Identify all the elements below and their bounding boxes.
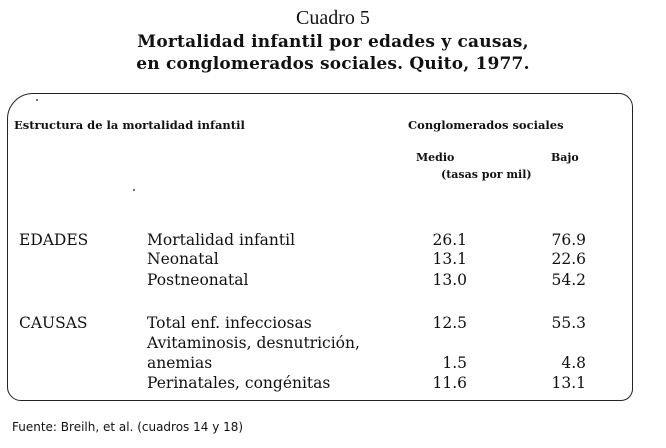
- cell-bajo: 4.8: [561, 354, 586, 372]
- cell-medio: 1.5: [442, 354, 467, 372]
- source-note: Fuente: Breilh, et al. (cuadros 14 y 18): [12, 420, 244, 434]
- table-title-line-2: en conglomerados sociales. Quito, 1977.: [136, 54, 530, 74]
- cell-bajo: 13.1: [551, 374, 586, 392]
- column-bajo: Bajo: [551, 151, 579, 164]
- print-speck: [36, 99, 38, 101]
- cell-bajo: 22.6: [551, 250, 586, 268]
- cell-medio: 13.0: [432, 271, 467, 289]
- print-speck: [133, 189, 135, 191]
- cell-medio: 11.6: [432, 374, 467, 392]
- cell-bajo: 76.9: [551, 231, 586, 249]
- group-label-causas: CAUSAS: [19, 314, 88, 332]
- cell-medio: 13.1: [432, 250, 467, 268]
- header-structure: Estructura de la mortalidad infantil: [14, 118, 245, 132]
- cell-medio: 26.1: [432, 231, 467, 249]
- row-label: Postneonatal: [147, 271, 249, 289]
- table-title-line-1: Mortalidad infantil por edades y causas,: [137, 32, 529, 52]
- row-label-continued: anemias: [147, 354, 213, 372]
- units-label: (tasas por mil): [441, 168, 532, 181]
- caption-label: Cuadro 5: [296, 7, 370, 29]
- column-medio: Medio: [416, 151, 455, 164]
- row-label: Neonatal: [147, 250, 219, 268]
- row-label: Perinatales, congénitas: [147, 374, 331, 392]
- row-label: Mortalidad infantil: [147, 231, 296, 249]
- group-label-edades: EDADES: [19, 231, 89, 249]
- row-label: Total enf. infecciosas: [147, 314, 312, 332]
- cell-bajo: 54.2: [551, 271, 586, 289]
- cell-bajo: 55.3: [551, 314, 586, 332]
- row-label: Avitaminosis, desnutrición,: [147, 334, 360, 352]
- cell-medio: 12.5: [432, 314, 467, 332]
- header-conglomerados: Conglomerados sociales: [408, 118, 564, 132]
